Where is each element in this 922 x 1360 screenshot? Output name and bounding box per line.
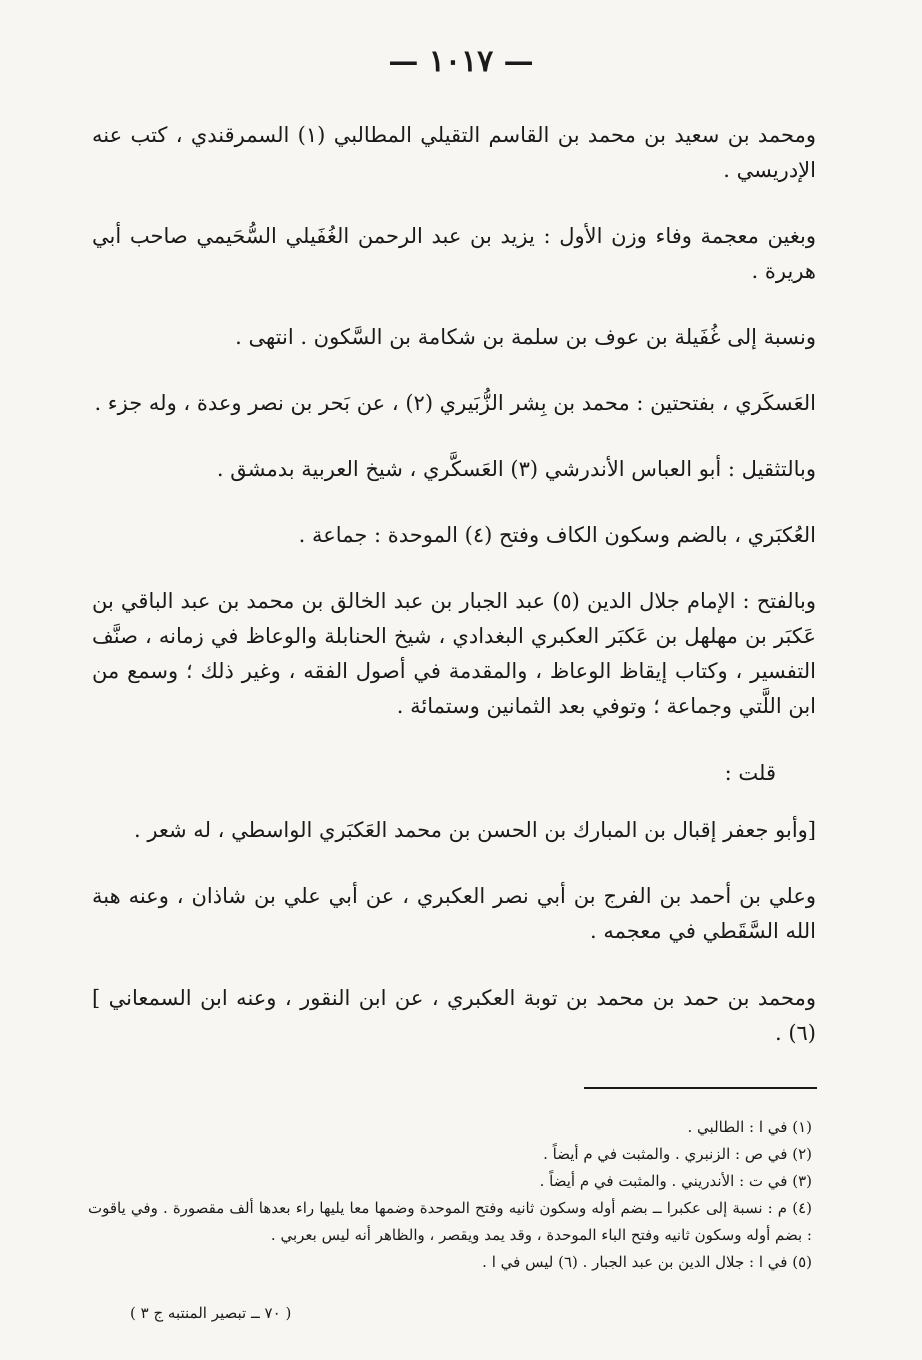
paragraph-10: ومحمد بن حمد بن محمد بن توبة العكبري ، عن ابن النقور ، وعنه ابن السمعاني ] (٦) . bbox=[92, 986, 816, 1045]
footnote-4: (٤) م : نسبة إلى عكبرا ــ بضم أوله وسكون ثانيه وفتح الموحدة وضمها معا يليها راء بعدها ألف مقصورة . وفي ياقوت : بضم أوله وسكون ثانيه وفتح الباء الموحدة ، وقد يمد ويقصر ، والظاهر أنه ليس بعربي . bbox=[88, 1199, 812, 1244]
paragraph-qult: قلت : bbox=[724, 761, 776, 785]
page-number: — ١٠١٧ — bbox=[388, 44, 534, 79]
paragraph-9: وعلي بن أحمد بن الفرج بن أبي نصر العكبري ، عن أبي علي بن شاذان ، وعنه هبة الله السَّقَطي في معجمه . bbox=[92, 884, 816, 943]
paragraph-4: العَسكَري ، بفتحتين : محمد بن بِشر الزُّبَيري (٢) ، عن بَحر بن نصر وعدة ، وله جزء . bbox=[94, 391, 816, 415]
paragraph-7: وبالفتح : الإمام جلال الدين (٥) عبد الجبار بن عبد الخالق بن محمد بن عبد الباقي بن عَكبَر بن مهلهل بن عَكبَر العكبري البغدادي ، شيخ الحنابلة والوعاظ في زمانه ، صنَّف التفسير ، وكتاب إيقاظ الوعاظ ، والمقدمة في أصول الفقه ، وغير ذلك ؛ وسمع من ابن اللَّتي وجماعة ؛ وتوفي بعد الثمانين وستمائة . bbox=[92, 589, 816, 718]
footnote-5: (٥) في ا : جلال الدين بن عبد الجبار . (٦) ليس في ا . bbox=[482, 1253, 812, 1271]
footnote-3: (٣) في ت : الأندريني . والمثبت في م أيضاً . bbox=[539, 1172, 812, 1190]
footnote-1: (١) في ا : الطالبي . bbox=[687, 1118, 812, 1136]
footnote-2: (٢) في ص : الزنبري . والمثبت في م أيضاً . bbox=[543, 1145, 812, 1163]
paragraph-2: وبغين معجمة وفاء وزن الأول : يزيد بن عبد الرحمن الغُفَيلي السُّحَيمي صاحب أبي هريرة . bbox=[92, 224, 816, 283]
main-text bbox=[92, 118, 816, 1082]
signature-line: ( ٧٠ ــ تبصير المنتبه ج ٣ ) bbox=[130, 1304, 292, 1322]
paragraph-3: ونسبة إلى غُفَيلة بن عوف بن سلمة بن شكامة بن السَّكون . انتهى . bbox=[235, 325, 816, 349]
footnotes bbox=[88, 1114, 812, 1276]
paragraph-8: [وأبو جعفر إقبال بن المبارك بن الحسن بن محمد العَكبَري الواسطي ، له شعر . bbox=[133, 818, 816, 842]
paragraph-6: العُكبَري ، بالضم وسكون الكاف وفتح (٤) الموحدة : جماعة . bbox=[298, 523, 816, 547]
paragraph-1: ومحمد بن سعيد بن محمد بن القاسم التقيلي المطالبي (١) السمرقندي ، كتب عنه الإدريسي . bbox=[92, 123, 816, 182]
paragraph-5: وبالتثقيل : أبو العباس الأندرشي (٣) العَسكَّري ، شيخ العربية بدمشق . bbox=[216, 457, 816, 481]
footnote-separator bbox=[584, 1087, 817, 1089]
